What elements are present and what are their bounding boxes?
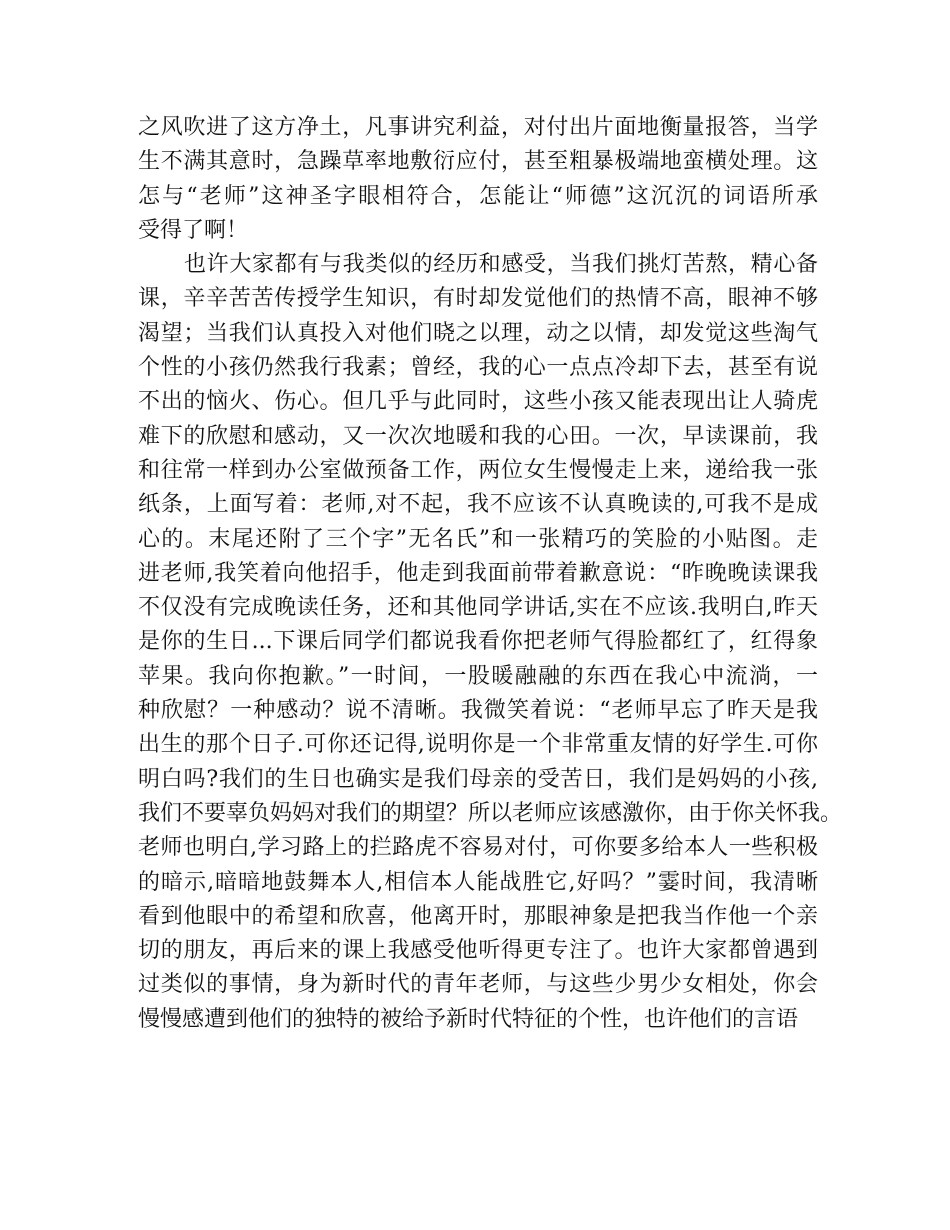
text-line: 渴望；当我们认真投入对他们晓之以理，动之以情，却发觉这些淘气 — [138, 320, 818, 346]
text-line: 怎与“老师”这神圣字眼相符合，怎能让“师德”这沉沉的词语所承 — [138, 183, 818, 209]
text-line: 不出的恼火、伤心。但几乎与此同时，这些小孩又能表现出让人骑虎 — [138, 389, 818, 415]
text-line: 受得了啊！ — [138, 217, 249, 243]
text-line: 进老师,我笑着向他招手，他走到我面前带着歉意说：“昨晚晚读课我 — [138, 560, 818, 586]
text-line: 难下的欣慰和感动，又一次次地暖和我的心田。一次，早读课前，我 — [138, 423, 818, 449]
text-line: 心的。末尾还附了三个字”无名氏”和一张精巧的笑脸的小贴图。走 — [138, 526, 818, 552]
text-line: 不仅没有完成晚读任务，还和其他同学讲话,实在不应该.我明白,昨天 — [138, 595, 818, 621]
text-line: 种欣慰？一种感动？说不清晰。我微笑着说：“老师早忘了昨天是我 — [138, 698, 818, 724]
text-line: 课，辛辛苦苦传授学生知识，有时却发觉他们的热情不高，眼神不够 — [138, 286, 818, 312]
paragraph — [138, 111, 818, 248]
paragraph — [138, 248, 843, 1037]
text-line: 过类似的事情，身为新时代的青年老师，与这些少男少女相处，你会 — [138, 972, 818, 998]
text-line: 看到他眼中的希望和欣喜，他离开时，那眼神象是把我当作他一个亲 — [138, 903, 818, 929]
text-line: 之风吹进了这方净土，凡事讲究利益，对付出片面地衡量报答，当学 — [138, 115, 818, 140]
text-line: 慢慢感遭到他们的独特的被给予新时代特征的个性，也许他们的言语 — [138, 1006, 799, 1032]
text-line: 和往常一样到办公室做预备工作，两位女生慢慢走上来，递给我一张 — [138, 457, 818, 483]
text-line: 生不满其意时，急躁草率地敷衍应付，甚至粗暴极端地蛮横处理。这 — [138, 149, 818, 175]
text-line: 出生的那个日子.可你还记得,说明你是一个非常重友情的好学生.可你 — [138, 732, 818, 758]
text-line: 明白吗?我们的生日也确实是我们母亲的受苦日，我们是妈妈的小孩, — [138, 766, 818, 792]
text-line: 个性的小孩仍然我行我素；曾经，我的心一点点冷却下去，甚至有说 — [138, 355, 818, 381]
text-line: 老师也明白,学习路上的拦路虎不容易对付，可你要多给本人一些积极 — [138, 835, 818, 861]
text-line: 纸条，上面写着：老师,对不起，我不应该不认真晚读的,可我不是成 — [138, 492, 818, 518]
body-text — [138, 111, 843, 1037]
text-line: 切的朋友，再后来的课上我感受他听得更专注了。也许大家都曾遇到 — [138, 938, 818, 964]
text-line: 是你的生日...下课后同学们都说我看你把老师气得脸都红了，红得象 — [138, 629, 818, 655]
text-line: 也许大家都有与我类似的经历和感受，当我们挑灯苦熬，精心备 — [184, 252, 818, 278]
text-line: 苹果。我向你抱歉。”一时间，一股暖融融的东西在我心中流淌，一 — [138, 663, 818, 689]
text-line: 我们不要辜负妈妈对我们的期望？所以老师应该感激你，由于你关怀我。 — [138, 800, 843, 826]
text-line: 的暗示,暗暗地鼓舞本人,相信本人能战胜它,好吗？”霎时间，我清晰 — [138, 869, 818, 895]
